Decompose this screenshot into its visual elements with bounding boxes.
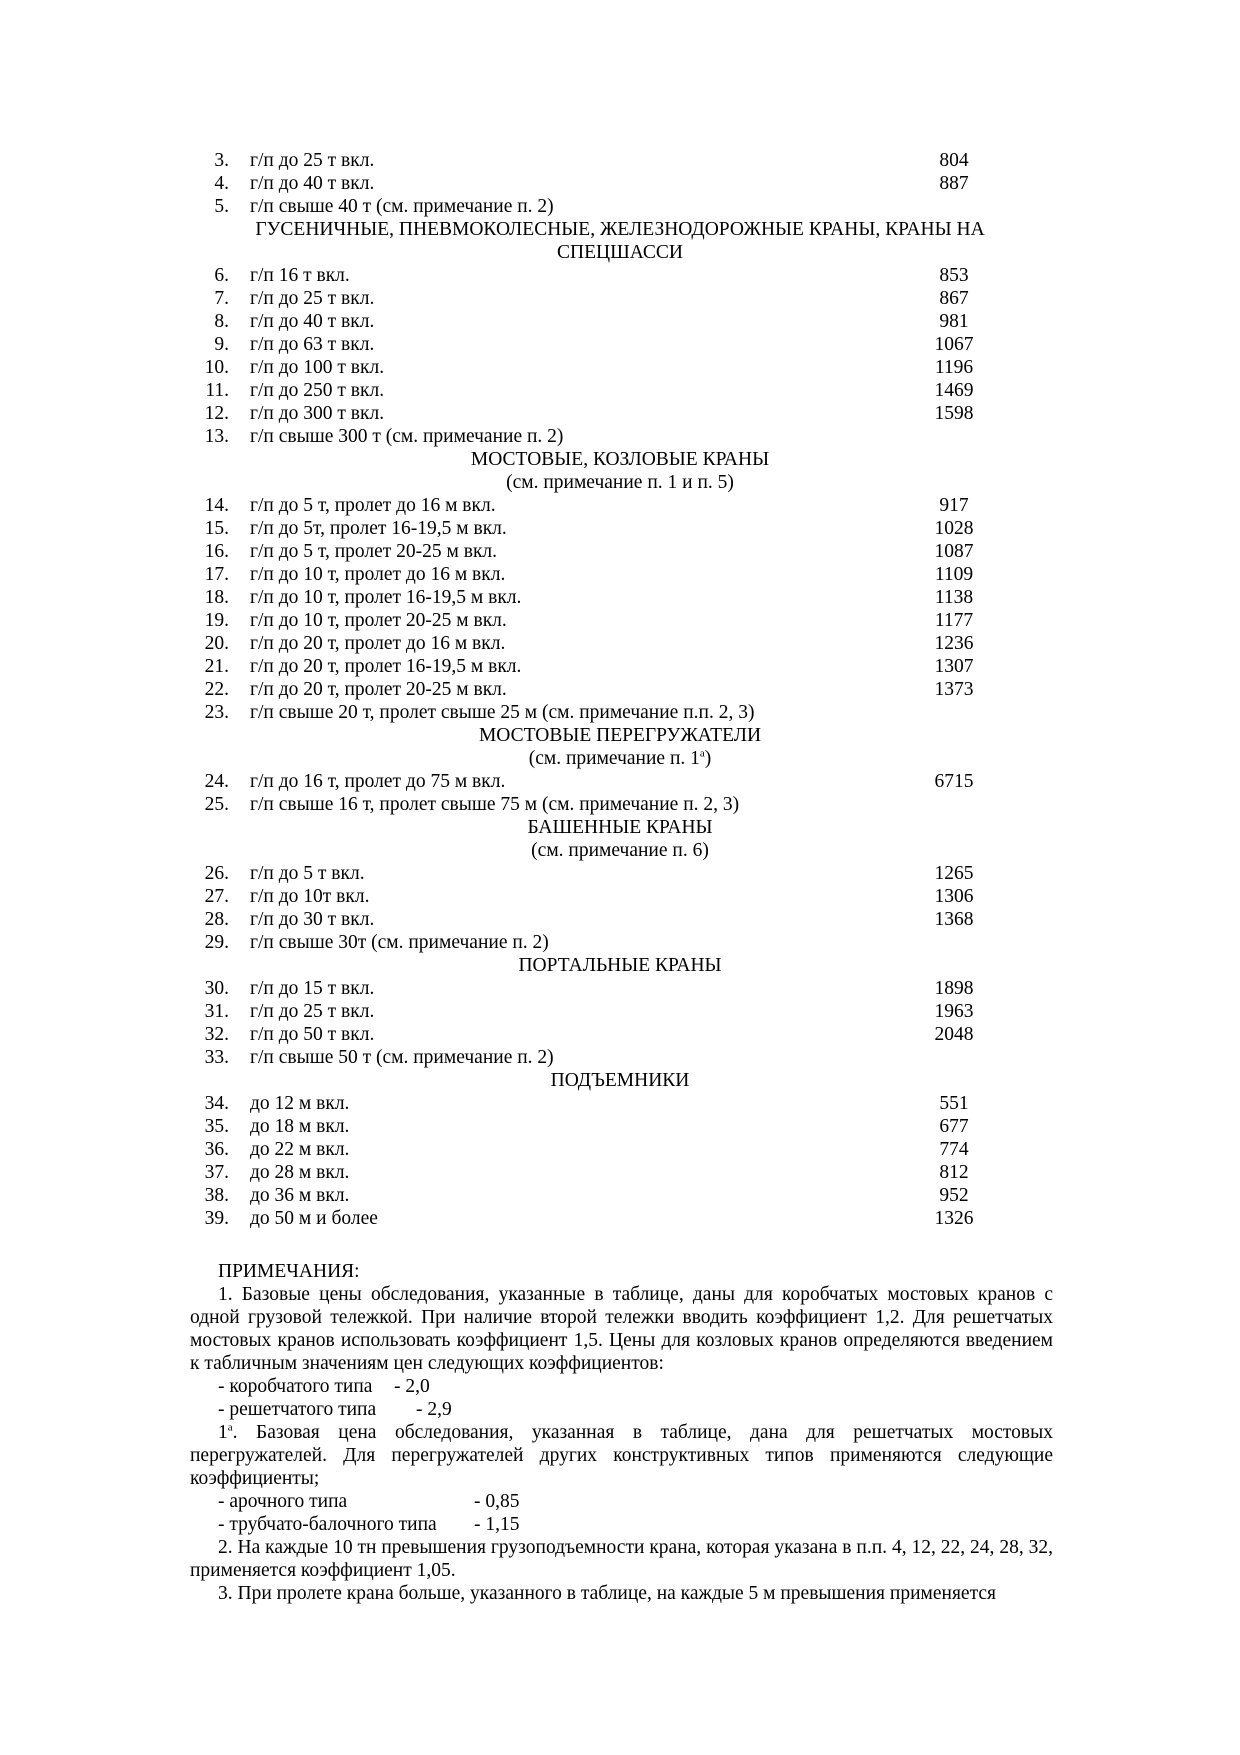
row-description: г/п свыше 50 т (см. примечание п. 2) [250,1047,554,1068]
row-description: г/п до 25 т вкл. [250,288,375,309]
note-1-coef-box [190,1375,1053,1398]
note-3: 3. При пролете крана больше, указанного в таблице, на каждые 5 м превышения применяется [218,1583,996,1604]
row-description: г/п свыше 40 т (см. примечание п. 2) [250,196,554,217]
table-row [0,1092,1240,1115]
row-price: 1373 [934,679,974,700]
row-price: 1138 [934,587,974,608]
section-heading-row [0,747,1240,770]
section-heading: ПОРТАЛЬНЫЕ КРАНЫ [518,955,722,976]
table-row [0,356,1240,379]
row-price: 952 [939,1185,969,1206]
note-1: 1. Базовые цены обследования, указанные в таблице, даны для коробчатых мостовых кранов с одной грузовой тележкой. При наличие второй тележки вводить коэффициент 1,2. Для решетчатых мостовых кранов использовать коэффициент 1,5. Цены для козловых кранов определяются введением к табличным значениям цен следующих коэффициентов: [190,1284,1053,1374]
note-1a-number: 1 [218,1422,228,1443]
row-number: 7. [214,288,229,309]
row-description: г/п до 25 т вкл. [250,1001,375,1022]
section-heading: ГУСЕНИЧНЫЕ, ПНЕВМОКОЛЕСНЫЕ, ЖЕЛЕЗНОДОРОЖНЫЕ КРАНЫ, КРАНЫ НА [255,219,985,240]
table-row [0,563,1240,586]
table-row [0,655,1240,678]
row-number: 39. [204,1208,229,1229]
row-description: г/п свыше 300 т (см. примечание п. 2) [250,426,564,447]
row-description: г/п до 40 т вкл. [250,311,375,332]
row-number: 12. [204,403,229,424]
note-1a-superscript: а [227,1421,233,1434]
row-price: 1598 [934,403,974,424]
row-price: 887 [939,173,969,194]
table-row [0,425,1240,448]
table-row [0,149,1240,172]
section-heading-row [0,1069,1240,1092]
row-price: 853 [939,265,969,286]
section-heading-row [0,816,1240,839]
row-price: 981 [939,311,969,332]
row-number: 23. [204,702,229,723]
row-number: 11. [205,380,229,401]
row-number: 10. [204,357,229,378]
row-number: 31. [204,1001,229,1022]
coef-value: - 2,9 [416,1399,452,1420]
row-description: г/п до 25 т вкл. [250,150,375,171]
coef-label: - арочного типа [218,1491,348,1512]
row-price: 917 [939,495,969,516]
row-description: г/п до 15 т вкл. [250,978,375,999]
coef-label: - коробчатого типа [218,1376,373,1397]
row-description: г/п до 5 т, пролет 20-25 м вкл. [250,541,498,562]
row-description: г/п свыше 20 т, пролет свыше 25 м (см. примечание п.п. 2, 3) [250,702,755,723]
row-price: 6715 [934,771,974,792]
table-row [0,885,1240,908]
row-price: 1326 [934,1208,974,1229]
row-description: г/п до 10 т, пролет до 16 м вкл. [250,564,506,585]
row-price: 1265 [934,863,974,884]
table-row [0,701,1240,724]
section-heading-row [0,218,1240,241]
row-description: г/п до 5 т, пролет до 16 м вкл. [250,495,496,516]
table-row [0,1046,1240,1069]
section-heading-row [0,724,1240,747]
section-heading-row [0,471,1240,494]
section-heading: ПОДЪЕМНИКИ [550,1070,690,1091]
row-description: до 28 м вкл. [250,1162,350,1183]
table-row [0,1161,1240,1184]
row-number: 15. [204,518,229,539]
row-description: г/п до 10 т, пролет 20-25 м вкл. [250,610,507,631]
row-price: 1963 [934,1001,974,1022]
table-row [0,517,1240,540]
row-price: 1177 [934,610,974,631]
row-number: 3. [214,150,229,171]
table-row [0,632,1240,655]
row-number: 32. [204,1024,229,1045]
row-description: до 12 м вкл. [250,1093,350,1114]
row-description: г/п свыше 30т (см. примечание п. 2) [250,932,549,953]
price-table [0,149,1240,1230]
row-description: до 50 м и более [250,1208,378,1229]
row-number: 8. [214,311,229,332]
row-price: 551 [939,1093,969,1114]
row-price: 1067 [934,334,974,355]
note-1a-coef-arch [190,1490,1053,1513]
table-row [0,770,1240,793]
row-price: 774 [939,1139,969,1160]
row-description: г/п до 10 т, пролет 16-19,5 м вкл. [250,587,522,608]
row-description: г/п до 50 т вкл. [250,1024,375,1045]
row-number: 19. [204,610,229,631]
row-number: 34. [204,1093,229,1114]
row-number: 5. [214,196,229,217]
table-row [0,1207,1240,1230]
row-number: 18. [204,587,229,608]
coef-value: - 2,0 [394,1376,430,1397]
row-description: до 22 м вкл. [250,1139,350,1160]
coef-value: - 1,15 [474,1514,520,1535]
table-row [0,931,1240,954]
row-description: г/п до 30 т вкл. [250,909,375,930]
row-number: 9. [214,334,229,355]
row-number: 24. [204,771,229,792]
row-description: г/п до 100 т вкл. [250,357,385,378]
table-row [0,586,1240,609]
table-row [0,793,1240,816]
row-price: 867 [939,288,969,309]
row-price: 1306 [934,886,974,907]
table-row [0,540,1240,563]
table-row [0,1023,1240,1046]
row-number: 33. [204,1047,229,1068]
section-heading: МОСТОВЫЕ ПЕРЕГРУЖАТЕЛИ [478,725,762,746]
table-row [0,264,1240,287]
row-number: 26. [204,863,229,884]
row-number: 37. [204,1162,229,1183]
row-description: до 36 м вкл. [250,1185,350,1206]
row-number: 6. [214,265,229,286]
row-price: 1469 [934,380,974,401]
table-row [0,310,1240,333]
row-price: 1236 [934,633,974,654]
row-number: 21. [204,656,229,677]
table-row [0,195,1240,218]
row-description: г/п до 16 т, пролет до 75 м вкл. [250,771,506,792]
row-number: 14. [204,495,229,516]
row-description: г/п свыше 16 т, пролет свыше 75 м (см. примечание п. 2, 3) [250,794,740,815]
table-row [0,494,1240,517]
section-heading-row [0,954,1240,977]
row-description: г/п до 20 т, пролет до 16 м вкл. [250,633,506,654]
row-price: 1087 [934,541,974,562]
row-price: 1368 [934,909,974,930]
table-row [0,977,1240,1000]
row-description: г/п до 10т вкл. [250,886,370,907]
row-price: 1109 [934,564,974,585]
row-price: 1196 [934,357,974,378]
row-description: г/п до 20 т, пролет 16-19,5 м вкл. [250,656,522,677]
row-price: 677 [939,1116,969,1137]
row-number: 29. [204,932,229,953]
row-number: 38. [204,1185,229,1206]
row-description: г/п 16 т вкл. [250,265,350,286]
heading-text-end: ) [704,748,712,769]
heading-text: (см. примечание п. 1 [528,748,700,769]
note-1a-coef-tubular [190,1513,1053,1536]
row-number: 36. [204,1139,229,1160]
note-1a-text: . Базовая цена обследования, указанная в таблице, дана для решетчатых мостовых перегружателей. Для перегружателей других конструктивных типов применяются следующие коэффициенты; [190,1422,1053,1489]
table-row [0,678,1240,701]
section-heading: (см. примечание п. 6) [531,840,709,861]
row-description: г/п до 40 т вкл. [250,173,375,194]
section-heading: БАШЕННЫЕ КРАНЫ [527,817,713,838]
row-description: до 18 м вкл. [250,1116,350,1137]
row-number: 35. [204,1116,229,1137]
row-price: 812 [939,1162,969,1183]
row-number: 20. [204,633,229,654]
coef-label: - трубчато-балочного типа [218,1514,437,1535]
row-description: г/п до 63 т вкл. [250,334,375,355]
row-description: г/п до 20 т, пролет 20-25 м вкл. [250,679,507,700]
row-number: 25. [204,794,229,815]
row-number: 13. [204,426,229,447]
section-heading [529,747,712,770]
section-heading: СПЕЦШАССИ [557,242,683,263]
table-row [0,1115,1240,1138]
row-price: 804 [939,150,969,171]
section-heading-row [0,839,1240,862]
row-number: 16. [204,541,229,562]
row-number: 17. [204,564,229,585]
table-row [0,1000,1240,1023]
row-number: 28. [204,909,229,930]
row-number: 30. [204,978,229,999]
row-description: г/п до 5 т вкл. [250,863,365,884]
table-row [0,609,1240,632]
table-row [0,333,1240,356]
table-row [0,908,1240,931]
table-row [0,287,1240,310]
note-2: 2. На каждые 10 тн превышения грузоподъемности крана, которая указана в п.п. 4, 12, 22, 24, 28, 32, применяется коэффициент 1,05. [190,1537,1053,1581]
notes-title: ПРИМЕЧАНИЯ: [218,1261,360,1282]
table-row [0,1184,1240,1207]
row-description: г/п до 250 т вкл. [250,380,385,401]
section-heading: МОСТОВЫЕ, КОЗЛОВЫЕ КРАНЫ [470,449,770,470]
section-heading-row [0,448,1240,471]
row-price: 1307 [934,656,974,677]
row-number: 22. [204,679,229,700]
table-row [0,862,1240,885]
note-1-coef-lattice [190,1398,1053,1421]
row-description: г/п до 300 т вкл. [250,403,385,424]
table-row [0,402,1240,425]
row-price: 1898 [934,978,974,999]
section-heading-row [0,241,1240,264]
notes-section [190,1260,1053,1605]
row-number: 27. [204,886,229,907]
row-description: г/п до 5т, пролет 16-19,5 м вкл. [250,518,507,539]
row-number: 4. [214,173,229,194]
row-price: 1028 [934,518,974,539]
table-row [0,1138,1240,1161]
coef-label: - решетчатого типа [218,1399,377,1420]
row-price: 2048 [934,1024,974,1045]
table-row [0,379,1240,402]
table-row [0,172,1240,195]
coef-value: - 0,85 [474,1491,520,1512]
heading-superscript: а [699,747,705,760]
section-heading: (см. примечание п. 1 и п. 5) [506,472,734,493]
note-1a [190,1421,1053,1490]
